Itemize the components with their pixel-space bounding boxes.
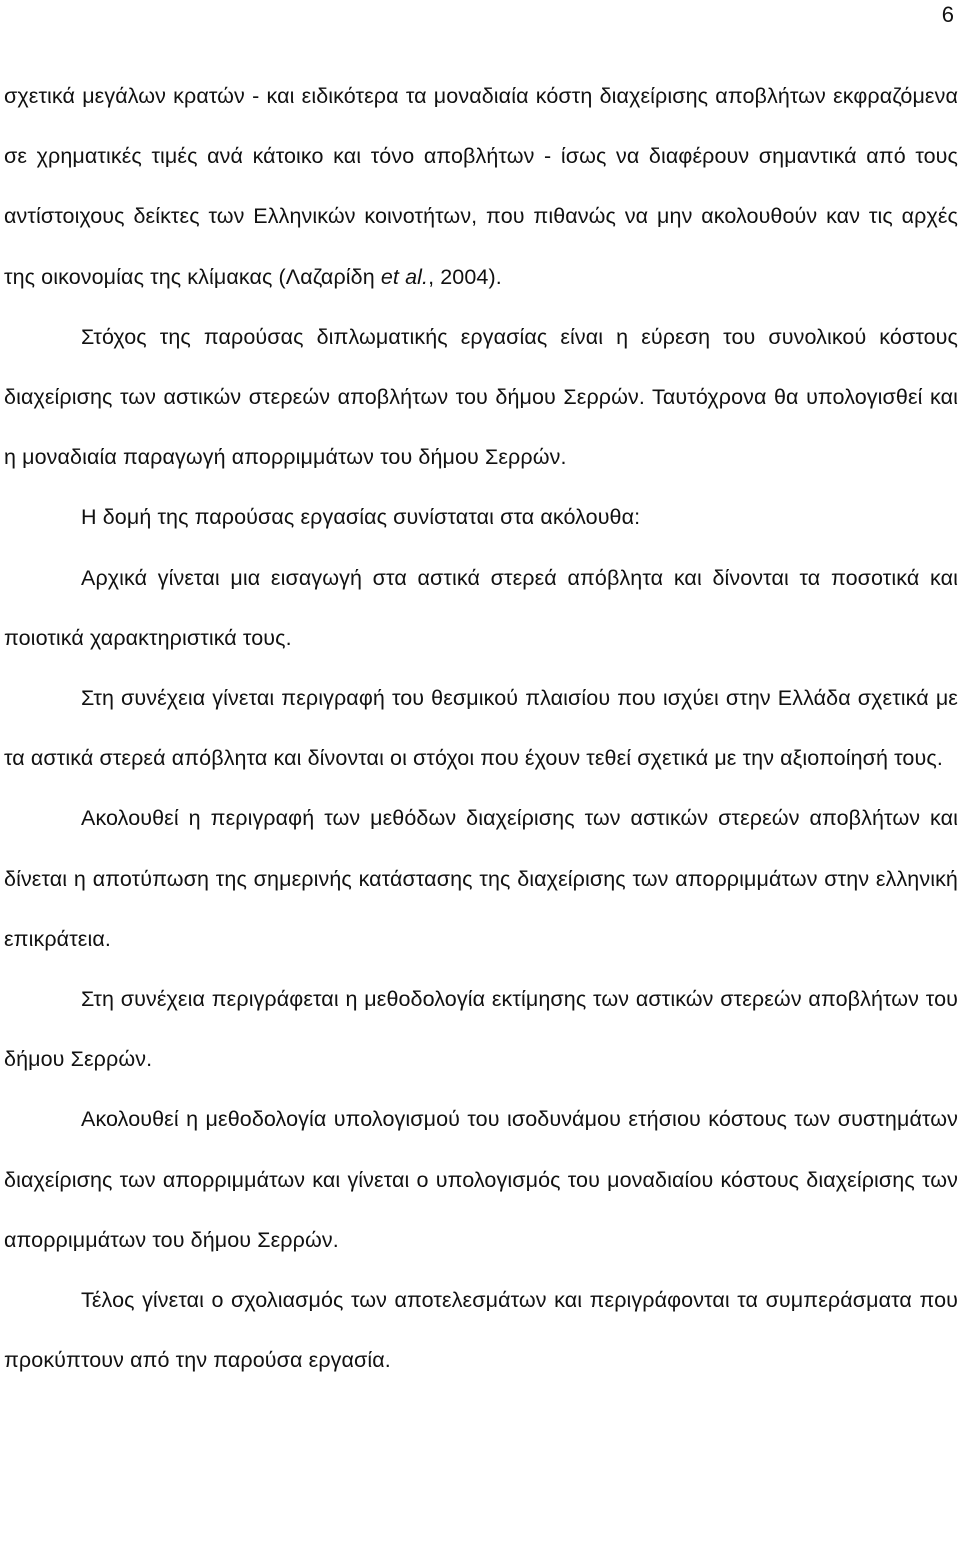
paragraph-objective: Στόχος της παρούσας διπλωματικής εργασίας είναι η εύρεση του συνολικού κόστους διαχείρισης των αστικών στερεών αποβλήτων του δήμου Σερρών. Ταυτόχρονα θα υπολογισθεί και η μοναδιαία παραγωγή απορριμμάτων του δήμου Σερρών. — [4, 324, 958, 470]
paragraph-text-end: , 2004). — [428, 264, 502, 289]
paragraph-conclusions: Τέλος γίνεται ο σχολιασμός των αποτελεσμάτων και περιγράφονται τα συμπεράσματα που προκύπτουν από την παρούσα εργασία. — [4, 1288, 958, 1373]
body-text — [4, 66, 958, 1390]
paragraph-introduction-summary: Αρχικά γίνεται μια εισαγωγή στα αστικά στερεά απόβλητα και δίνονται τα ποσοτικά και ποιοτικά χαρακτηριστικά τους. — [4, 565, 958, 650]
paragraph-estimation-methodology: Στη συνέχεια περιγράφεται η μεθοδολογία εκτίμησης των αστικών στερεών αποβλήτων του δήμου Σερρών. — [4, 987, 958, 1072]
paragraph-structure-heading: Η δομή της παρούσας εργασίας συνίσταται στα ακόλουθα: — [81, 505, 641, 530]
paragraph-cost-methodology: Ακολουθεί η μεθοδολογία υπολογισμού του ισοδυνάμου ετήσιου κόστους των συστημάτων διαχείρισης των απορριμμάτων και γίνεται ο υπολογισμός του μοναδιαίου κόστους διαχείρισης των απορριμμάτων του δήμου Σερρών. — [4, 1107, 958, 1252]
citation-italic: et al. — [380, 264, 429, 289]
paragraph-intro-continuation — [4, 66, 958, 307]
paragraph-text: σχετικά μεγάλων κρατών - και ειδικότερα τα μοναδιαία κόστη διαχείρισης αποβλήτων εκφραζόμενα σε χρηματικές τιμές ανά κάτοικο και τόνο αποβλήτων - ίσως να διαφέρουν σημαντικά από τους αντίστοιχους δείκτες των Ελληνικών κοινοτήτων, που πιθανώς να μην ακολουθούν καν τις αρχές της οικονομίας της κλίμακας (Λαζαρίδη — [4, 84, 958, 289]
page-number: 6 — [941, 2, 954, 27]
paragraph-legal-framework: Στη συνέχεια γίνεται περιγραφή του θεσμικού πλαισίου που ισχύει στην Ελλάδα σχετικά με τα αστικά στερεά απόβλητα και δίνονται οι στόχοι που έχουν τεθεί σχετικά με την αξιοποίησή τους. — [4, 686, 958, 771]
paragraph-management-methods: Ακολουθεί η περιγραφή των μεθόδων διαχείρισης των αστικών στερεών αποβλήτων και δίνεται η αποτύπωση της σημερινής κατάστασης της διαχείρισης των απορριμμάτων στην ελληνική επικράτεια. — [4, 806, 958, 951]
